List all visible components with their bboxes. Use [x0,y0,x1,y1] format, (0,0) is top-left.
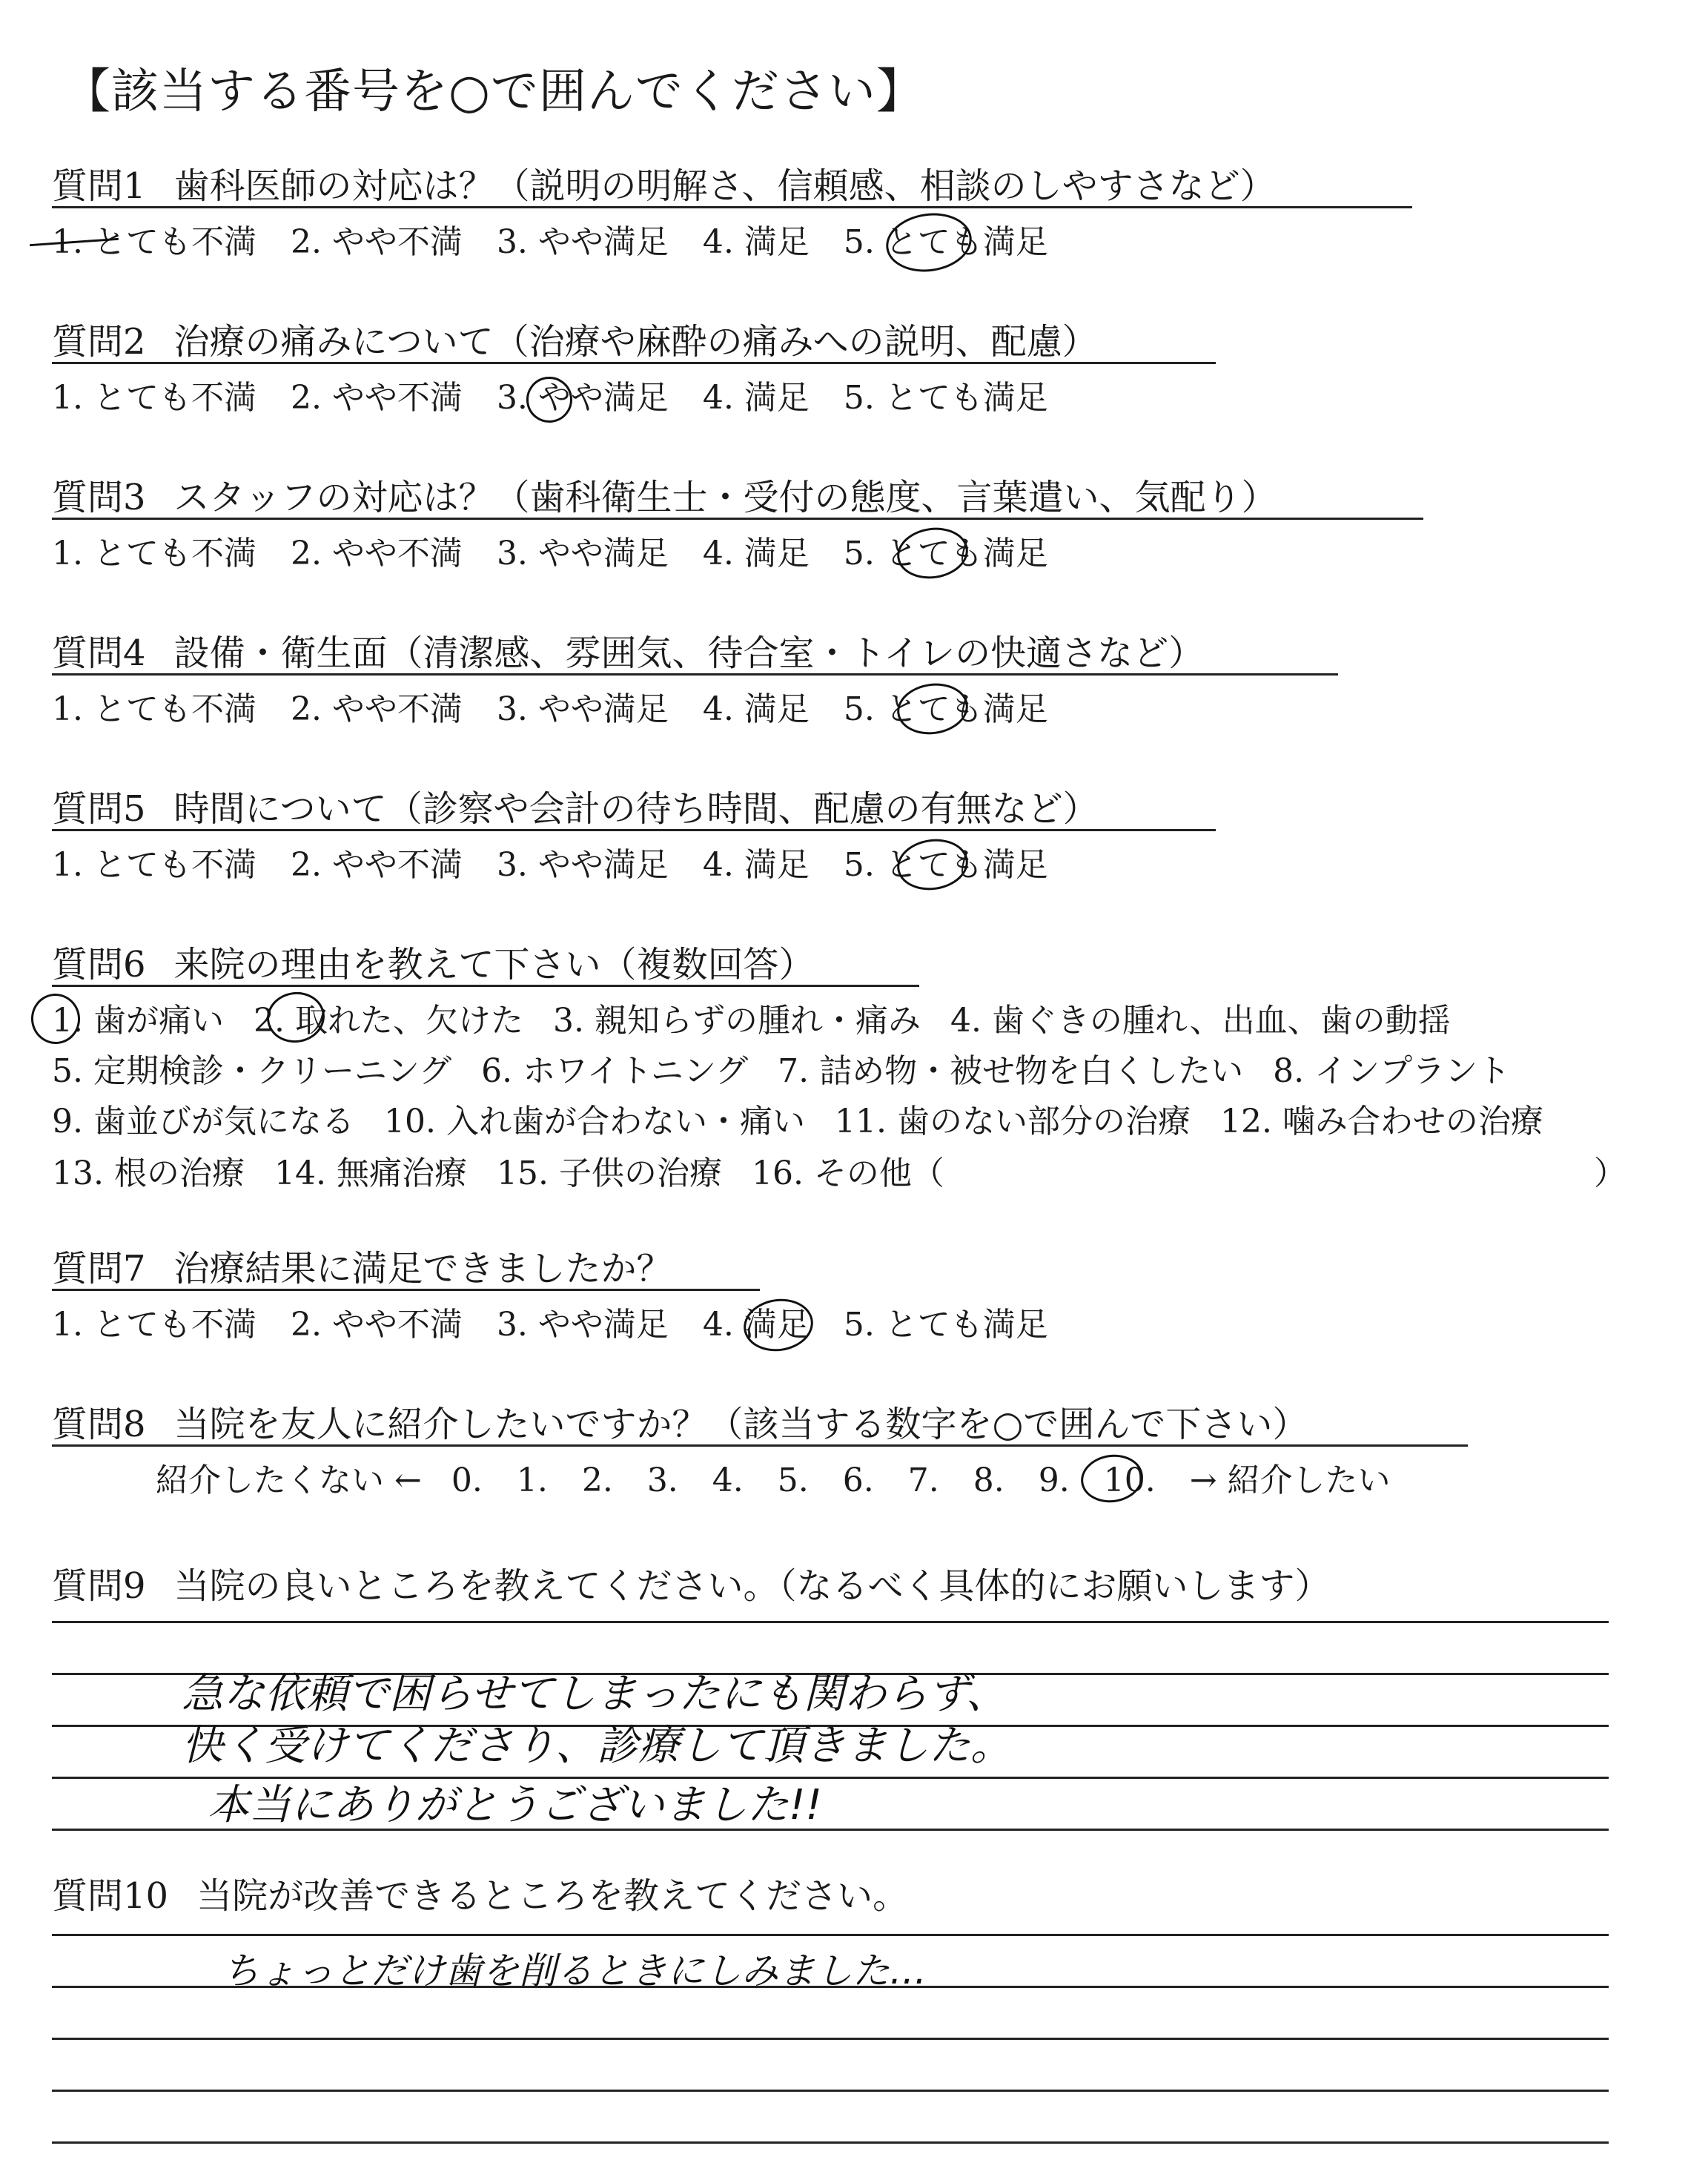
scale-9[interactable]: 9. [1038,1462,1070,1499]
q9-handwriting-line-3[interactable]: 本当にありがとうございました!! [208,1781,822,1829]
question-number: 質問7 [52,1248,146,1289]
scale-right-label: → 紹介したい [1189,1462,1391,1499]
question-underline [52,1289,760,1291]
question-underline [52,673,1338,676]
option-2[interactable]: 2. やや不満 [290,846,463,884]
option-3[interactable]: 3. やや満足 [496,690,669,728]
option-5[interactable]: 5. とても満足 [843,1306,1048,1344]
question-underline [52,985,919,987]
reason-num[interactable]: 8. [1273,1052,1305,1090]
option-1[interactable]: 1. とても不満 [52,690,256,728]
option-5[interactable]: 5. とても満足 [843,846,1048,884]
option-5[interactable]: 5. とても満足 [843,223,1048,261]
question-2-title [52,313,1098,364]
option-1[interactable]: 1. とても不満 [52,223,256,261]
reason-num[interactable]: 12. [1219,1103,1272,1140]
reason-label[interactable]: 親知らずの腫れ・痛み [594,1002,921,1040]
reason-num[interactable]: 15. [496,1155,549,1192]
option-2[interactable]: 2. やや不満 [290,1306,463,1344]
question-number: 質問10 [52,1875,169,1917]
recommend-scale [156,1453,1391,1501]
option-2[interactable]: 2. やや不満 [290,535,463,572]
question-underline [52,518,1423,520]
option-3[interactable]: 3. やや満足 [496,535,669,572]
question-number: 質問8 [52,1404,146,1445]
reason-num[interactable]: 10. [383,1103,436,1140]
question-8-title [52,1396,1308,1447]
answer-line [52,2038,1609,2040]
question-3-title [52,469,1277,520]
reasons-row-4 [52,1146,1626,1194]
question-text: 設備・衛生面（清潔感、雰囲気、待合室・トイレの快適さなど） [173,633,1205,674]
reason-label[interactable]: 詰め物・被せ物を白くしたい [819,1052,1244,1090]
option-1[interactable]: 1. とても不満 [52,1306,256,1344]
option-3[interactable]: 3. やや満足 [496,379,669,417]
question-number: 質問9 [52,1565,146,1607]
reason-label[interactable]: インプラント [1314,1052,1511,1090]
reason-other-close: ） [1594,1155,1626,1192]
question-underline [52,362,1216,364]
scale-0[interactable]: 0. [451,1462,483,1499]
scale-left-label: 紹介したくない ← [156,1462,422,1499]
reason-label[interactable]: 歯並びが気になる [93,1103,354,1140]
answer-line [52,2090,1609,2092]
option-2[interactable]: 2. やや不満 [290,223,463,261]
question-7-options [52,1298,1082,1345]
answer-line [52,1621,1609,1623]
question-text: 治療結果に満足できましたか？ [173,1248,672,1289]
reason-label[interactable]: 取れた、欠けた [294,1002,523,1040]
reason-num[interactable]: 16. [751,1155,804,1192]
question-number: 質問4 [52,633,146,674]
scale-4[interactable]: 4. [712,1462,744,1499]
option-5[interactable]: 5. とても満足 [843,690,1048,728]
reason-label[interactable]: 歯ぐきの腫れ、出血、歯の動揺 [991,1002,1451,1040]
q9-handwriting-line-2[interactable]: 快く受けてくださり、診療して頂きました。 [182,1722,1012,1770]
question-text: 当院の良いところを教えてください。（なるべく具体的にお願いします） [173,1565,1331,1607]
scale-1[interactable]: 1. [516,1462,548,1499]
question-9-title [52,1557,1331,1608]
option-2[interactable]: 2. やや不満 [290,379,463,417]
option-4[interactable]: 4. 満足 [702,535,810,572]
question-number: 質問1 [52,165,146,207]
question-underline [52,1444,1468,1447]
option-1[interactable]: 1. とても不満 [52,379,256,417]
reason-num[interactable]: 1. [52,1002,83,1040]
option-3[interactable]: 3. やや満足 [496,223,669,261]
form-header: 【該当する番号を○で囲んでください】 [63,65,924,119]
option-4[interactable]: 4. 満足 [702,846,810,884]
option-3[interactable]: 3. やや満足 [496,1306,669,1344]
scale-3[interactable]: 3. [646,1462,678,1499]
option-5[interactable]: 5. とても満足 [843,379,1048,417]
reasons-row-3 [52,1094,1543,1142]
question-text: スタッフの対応は？（歯科衛生士・受付の態度、言葉遣い、気配り） [173,477,1277,518]
reason-label[interactable]: ホワイトニング [523,1052,749,1090]
reason-num[interactable]: 11. [834,1103,887,1140]
reason-num[interactable]: 4. [950,1002,982,1040]
reason-num[interactable]: 5. [52,1052,83,1090]
scale-7[interactable]: 7. [907,1462,939,1499]
question-6-title [52,936,815,987]
question-text: 当院を友人に紹介したいですか？（該当する数字を○で囲んで下さい） [173,1404,1308,1445]
reason-num[interactable]: 13. [52,1155,104,1192]
question-number: 質問6 [52,944,146,985]
answer-line [52,2141,1609,2144]
reason-label[interactable]: 歯が痛い [93,1002,224,1040]
option-4[interactable]: 4. 満足 [702,1306,810,1344]
reason-label[interactable]: 無痛治療 [336,1155,467,1192]
option-2[interactable]: 2. やや不満 [290,690,463,728]
q9-handwriting-line-1[interactable]: 急な依頼で困らせてしまったにも関わらず、 [182,1670,1007,1718]
question-underline [52,829,1216,831]
question-10-title [52,1867,908,1918]
question-number: 質問3 [52,477,146,518]
reason-label[interactable]: 噛み合わせの治療 [1282,1103,1543,1140]
reason-label[interactable]: 入れ歯が合わない・痛い [446,1103,805,1140]
scale-8[interactable]: 8. [973,1462,1004,1499]
reason-label[interactable]: 根の治療 [113,1155,245,1192]
question-7-title [52,1240,672,1291]
question-number: 質問5 [52,788,146,830]
q10-handwriting[interactable]: ちょっとだけ歯を削るときにしみました… [222,1949,927,1992]
option-1[interactable]: 1. とても不満 [52,535,256,572]
question-4-title [52,624,1204,676]
reasons-row-1 [52,994,1451,1041]
reason-other-label[interactable]: その他（ [813,1155,944,1192]
scale-10[interactable]: 10. [1103,1462,1156,1499]
scale-5[interactable]: 5. [777,1462,809,1499]
question-underline [52,206,1412,208]
option-1[interactable]: 1. とても不満 [52,846,256,884]
question-text: 来院の理由を教えて下さい（複数回答） [173,944,815,985]
reason-num[interactable]: 7. [778,1052,810,1090]
reason-label[interactable]: 子供の治療 [558,1155,722,1192]
reason-label[interactable]: 定期検診・クリーニング [93,1052,452,1090]
reason-num[interactable]: 9. [52,1103,83,1140]
reason-num[interactable]: 14. [274,1155,326,1192]
scale-2[interactable]: 2. [581,1462,613,1499]
question-text: 治療の痛みについて（治療や麻酔の痛みへの説明、配慮） [173,321,1098,363]
option-5[interactable]: 5. とても満足 [843,535,1048,572]
option-4[interactable]: 4. 満足 [702,379,810,417]
question-number: 質問2 [52,321,146,363]
question-1-title [52,157,1276,208]
question-text: 時間について（診察や会計の待ち時間、配慮の有無など） [173,788,1099,830]
option-4[interactable]: 4. 満足 [702,223,810,261]
question-text: 歯科医師の対応は？（説明の明解さ、信頼感、相談のしやすさなど） [173,165,1276,207]
option-3[interactable]: 3. やや満足 [496,846,669,884]
scale-6[interactable]: 6. [842,1462,874,1499]
reason-label[interactable]: 歯のない部分の治療 [896,1103,1191,1140]
option-4[interactable]: 4. 満足 [702,690,810,728]
reason-num[interactable]: 2. [253,1002,285,1040]
reason-num[interactable]: 6. [481,1052,513,1090]
reasons-row-2 [52,1044,1510,1091]
question-text: 当院が改善できるところを教えてください。 [196,1875,909,1917]
reason-num[interactable]: 3. [552,1002,584,1040]
answer-line [52,1934,1609,1936]
question-5-title [52,780,1099,831]
